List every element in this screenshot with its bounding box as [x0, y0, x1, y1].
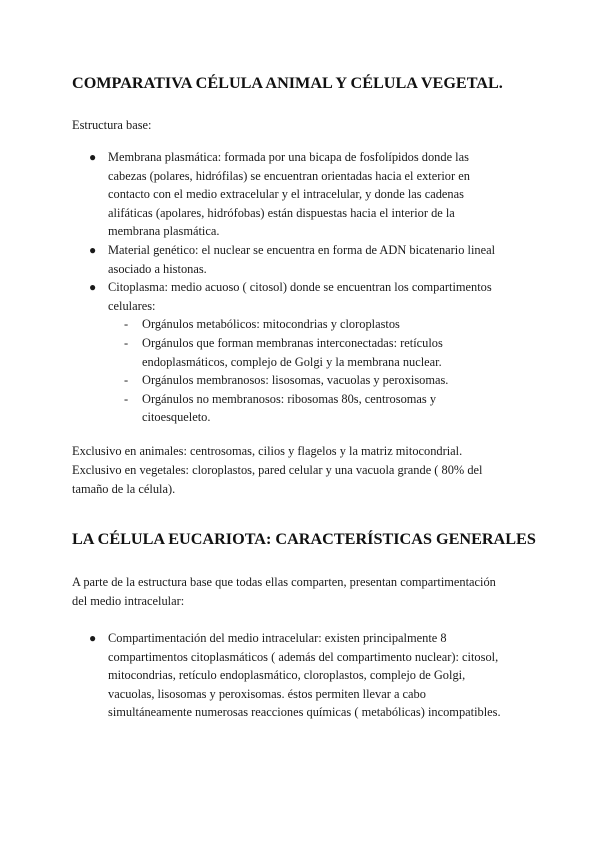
- text-line: endoplasmáticos, complejo de Golgi y la membrana nuclear.: [142, 354, 442, 369]
- text-line: cabezas (polares, hidrófilas) se encuentran orientadas hacia el exterior en: [108, 168, 470, 183]
- text-line: contacto con el medio extracelular y el intracelular, y donde las cadenas: [108, 187, 464, 202]
- text-line: compartimentos citoplasmáticos ( además del compartimento nuclear): citosol,: [108, 649, 499, 664]
- text-line: Material genético: el nuclear se encuentra en forma de ADN bicatenario lineal: [108, 242, 496, 257]
- text-line: Citoplasma: medio acuoso ( citosol) donde se encuentran los compartimentos: [108, 280, 492, 295]
- bullet-icon: ●: [89, 242, 97, 257]
- dash-icon: -: [124, 391, 129, 406]
- bullet-icon: ●: [89, 631, 97, 645]
- bullet-item-membrana: [72, 148, 495, 241]
- text-line: Membrana plasmática: formada por una bicapa de fosfolípidos donde las: [108, 150, 469, 164]
- text-line: Orgánulos que forman membranas interconectadas: retículos: [142, 335, 443, 350]
- dash-item-membranosos: [108, 371, 495, 390]
- bullet-icon: ●: [89, 150, 97, 164]
- bullet-item-material-genetico: [72, 241, 495, 278]
- text-line: celulares:: [108, 298, 156, 313]
- dash-item-membranas-interconectadas: [108, 334, 495, 371]
- bullet-list-eucariota: [72, 629, 501, 722]
- text-line: Orgánulos membranosos: lisosomas, vacuolas y peroxisomas.: [142, 373, 449, 388]
- intro-paragraph-line: del medio intracelular:: [72, 594, 185, 608]
- text-line: membrana plasmática.: [108, 224, 220, 239]
- text-line: citoesqueleto.: [142, 410, 211, 425]
- exclusivo-animales: Exclusivo en animales: centrosomas, cilios y flagelos y la matriz mitocondrial.: [72, 444, 463, 458]
- text-line: mitocondrias, retículo endoplasmático, cloroplastos, complejo de Golgi,: [108, 668, 466, 683]
- text-line: Compartimentación del medio intracelular: existen principalmente 8: [108, 631, 447, 645]
- dash-icon: -: [124, 317, 129, 332]
- exclusivo-vegetales: Exclusivo en vegetales: cloroplastos, pared celular y una vacuola grande ( 80% del: [72, 463, 483, 477]
- text-line: Orgánulos no membranosos: ribosomas 80s, centrosomas y: [142, 391, 437, 406]
- text-line: asociado a histonas.: [108, 261, 207, 276]
- text-line: alifáticas (apolares, hidrófobas) están dispuestas hacia el interior de la: [108, 205, 455, 220]
- estructura-base-label: Estructura base:: [72, 118, 152, 132]
- dash-icon: -: [124, 335, 129, 350]
- bullet-item-citoplasma: [72, 278, 495, 427]
- dash-item-no-membranosos: [108, 390, 495, 427]
- text-line: Orgánulos metabólicos: mitocondrias y cloroplastos: [142, 317, 400, 332]
- exclusivo-vegetales-cont: tamaño de la célula).: [72, 482, 176, 496]
- bullet-item-compartimentacion: [72, 629, 501, 722]
- text-line: vacuolas, lisosomas y peroxisomas. éstos permiten llevar a cabo: [108, 686, 426, 701]
- bullet-icon: ●: [89, 280, 97, 295]
- dash-list-organulos: [108, 315, 495, 427]
- section-title-eucariota: LA CÉLULA EUCARIOTA: CARACTERÍSTICAS GENERALES: [72, 530, 536, 548]
- section-title-comparativa: COMPARATIVA CÉLULA ANIMAL Y CÉLULA VEGETAL.: [72, 74, 503, 92]
- dash-icon: -: [124, 373, 129, 388]
- text-line: simultáneamente numerosas reacciones químicas ( metabólicas) incompatibles.: [108, 705, 501, 720]
- bullet-list-estructura: [72, 148, 495, 427]
- intro-paragraph-line: A parte de la estructura base que todas ellas comparten, presentan compartimentación: [72, 575, 496, 589]
- dash-item-metabolicos: [108, 315, 495, 334]
